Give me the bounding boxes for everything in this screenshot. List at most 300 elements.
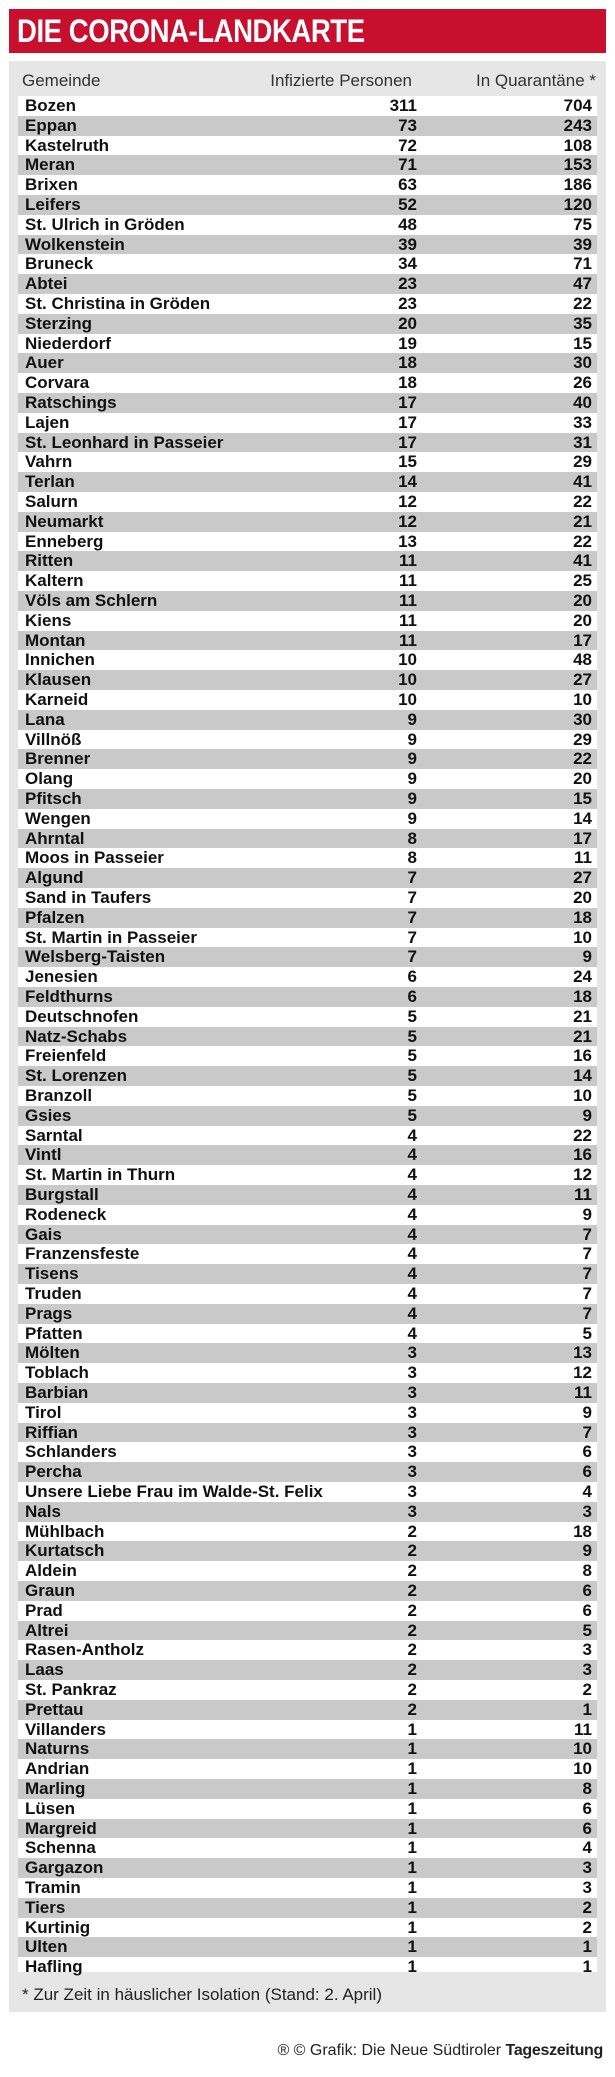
cell-gemeinde: St. Pankraz (25, 1680, 117, 1699)
cell-gemeinde: Lüsen (25, 1798, 76, 1818)
table-row (18, 532, 597, 552)
cell-infected: 3 (407, 1501, 417, 1521)
table-row (18, 1185, 597, 1205)
cell-quarantine: 186 (563, 175, 592, 195)
table-row (18, 452, 597, 472)
cell-infected: 4 (407, 1185, 417, 1204)
cell-quarantine: 22 (573, 531, 592, 551)
cell-gemeinde: Naturns (25, 1739, 90, 1759)
cell-quarantine: 4 (582, 1838, 592, 1858)
cell-quarantine: 2 (582, 1917, 592, 1937)
cell-quarantine: 21 (573, 1006, 592, 1026)
cell-gemeinde: Percha (25, 1462, 82, 1482)
cell-quarantine: 704 (563, 96, 592, 115)
cell-quarantine: 120 (563, 195, 592, 214)
cell-quarantine: 3 (582, 1501, 592, 1521)
table-row (18, 1205, 597, 1225)
cell-quarantine: 27 (573, 670, 592, 690)
table-row (18, 1700, 597, 1720)
table-row (18, 670, 597, 690)
cell-gemeinde: Niederdorf (25, 333, 111, 353)
cell-infected: 1 (407, 1739, 417, 1759)
cell-infected: 2 (407, 1680, 417, 1699)
cell-gemeinde: Abtei (25, 274, 68, 294)
cell-quarantine: 243 (563, 115, 592, 135)
cell-quarantine: 7 (582, 1244, 592, 1264)
table-row (18, 1680, 597, 1700)
cell-gemeinde: Toblach (25, 1363, 89, 1383)
cell-gemeinde: Ahrntal (25, 828, 85, 848)
table-row (18, 1482, 597, 1502)
cell-gemeinde: Pfalzen (25, 907, 85, 927)
cell-infected: 8 (407, 828, 417, 848)
table-row (18, 1145, 597, 1165)
cell-quarantine: 153 (563, 155, 592, 175)
cell-quarantine: 20 (573, 888, 592, 907)
cell-infected: 5 (407, 1026, 417, 1046)
table-row (18, 967, 597, 987)
table-row (18, 215, 597, 235)
cell-quarantine: 4 (582, 1482, 592, 1501)
cell-gemeinde: Ulten (25, 1937, 68, 1957)
cell-quarantine: 22 (573, 492, 592, 511)
cell-gemeinde: Vintl (25, 1145, 62, 1165)
cell-infected: 3 (407, 1442, 417, 1462)
table-row (18, 492, 597, 512)
cell-infected: 9 (407, 789, 417, 808)
cell-quarantine: 13 (573, 1343, 592, 1363)
cell-infected: 18 (398, 353, 417, 373)
cell-gemeinde: Kurtinig (25, 1917, 91, 1937)
cell-gemeinde: Mölten (25, 1343, 80, 1363)
table-row (18, 1759, 597, 1779)
cell-gemeinde: Graun (25, 1581, 76, 1600)
cell-gemeinde: Rodeneck (25, 1204, 107, 1224)
cell-quarantine: 1 (582, 1957, 592, 1977)
cell-infected: 2 (407, 1581, 417, 1600)
cell-gemeinde: Tisens (25, 1264, 79, 1284)
cell-gemeinde: Brenner (25, 749, 91, 769)
table-row (18, 1324, 597, 1344)
cell-gemeinde: Aldein (25, 1561, 77, 1581)
cell-gemeinde: Barbian (25, 1383, 89, 1402)
cell-infected: 11 (399, 610, 417, 630)
cell-quarantine: 31 (573, 432, 592, 452)
cell-gemeinde: St. Leonhard in Passeier (25, 432, 224, 452)
cell-infected: 2 (407, 1541, 417, 1561)
cell-infected: 2 (407, 1521, 417, 1541)
table-row (18, 1640, 597, 1660)
cell-quarantine: 71 (573, 254, 592, 274)
cell-quarantine: 8 (582, 1561, 592, 1581)
cell-infected: 9 (407, 729, 417, 749)
table-row (18, 1066, 597, 1086)
cell-quarantine: 5 (582, 1620, 592, 1640)
table-row (18, 1541, 597, 1561)
cell-gemeinde: St. Ulrich in Gröden (25, 214, 185, 234)
cell-infected: 5 (407, 1006, 417, 1026)
cell-infected: 1 (407, 1878, 417, 1897)
cell-quarantine: 14 (573, 808, 592, 828)
cell-quarantine: 15 (573, 333, 592, 353)
cell-infected: 34 (398, 254, 417, 274)
cell-quarantine: 22 (573, 749, 592, 769)
cell-gemeinde: Montan (25, 630, 86, 650)
table-row (18, 1225, 597, 1245)
table-header (14, 70, 602, 92)
cell-quarantine: 10 (573, 1086, 592, 1105)
cell-infected: 1 (407, 1759, 417, 1779)
table-row (18, 947, 597, 967)
cell-gemeinde: Tramin (25, 1878, 81, 1897)
cell-infected: 5 (407, 1105, 417, 1125)
table-row (18, 155, 597, 175)
header-infected: Infizierte Personen (270, 71, 412, 90)
cell-quarantine: 18 (573, 907, 592, 927)
cell-gemeinde: Jenesien (25, 967, 98, 987)
cell-infected: 4 (407, 1125, 417, 1145)
cell-gemeinde: Völs am Schlern (25, 591, 158, 610)
cell-quarantine: 6 (582, 1818, 592, 1838)
cell-infected: 1 (407, 1818, 417, 1838)
cell-gemeinde: Salurn (25, 492, 78, 511)
cell-gemeinde: Welsberg-Taisten (25, 947, 166, 967)
cell-infected: 7 (407, 888, 417, 907)
table-row (18, 1878, 597, 1898)
cell-infected: 3 (407, 1343, 417, 1363)
cell-quarantine: 108 (563, 135, 592, 155)
cell-gemeinde: Lana (25, 709, 65, 729)
cell-gemeinde: Tiers (25, 1897, 66, 1917)
cell-infected: 13 (398, 531, 417, 551)
table-row (18, 690, 597, 710)
table-row (18, 888, 597, 908)
cell-gemeinde: Hafling (25, 1957, 83, 1977)
credit-text: ® © Grafik: Die Neue Südtiroler (277, 2042, 506, 2059)
header-gemeinde: Gemeinde (22, 71, 101, 90)
cell-gemeinde: Innichen (25, 650, 95, 670)
table-row (18, 175, 597, 195)
cell-infected: 2 (407, 1640, 417, 1660)
cell-infected: 5 (407, 1046, 417, 1066)
table-row (18, 1502, 597, 1522)
cell-infected: 12 (398, 492, 417, 511)
cell-quarantine: 1 (582, 1937, 592, 1957)
cell-gemeinde: Bozen (25, 96, 76, 115)
cell-quarantine: 7 (582, 1303, 592, 1323)
cell-gemeinde: Pfatten (25, 1323, 83, 1343)
cell-gemeinde: Sterzing (25, 313, 93, 333)
cell-quarantine: 48 (573, 650, 592, 670)
table-row (18, 1264, 597, 1284)
cell-infected: 18 (398, 373, 417, 393)
cell-infected: 7 (407, 947, 417, 967)
cell-quarantine: 10 (573, 1759, 592, 1779)
cell-gemeinde: Branzoll (25, 1086, 93, 1105)
cell-gemeinde: Pfitsch (25, 789, 82, 808)
table-row (18, 591, 597, 611)
cell-infected: 6 (407, 967, 417, 987)
cell-infected: 9 (407, 709, 417, 729)
cell-quarantine: 9 (582, 1402, 592, 1422)
cell-gemeinde: Kaltern (25, 571, 84, 591)
table-row (18, 136, 597, 156)
cell-quarantine: 21 (573, 1026, 592, 1046)
cell-quarantine: 7 (582, 1224, 592, 1244)
cell-gemeinde: Ritten (25, 551, 74, 571)
header-quarantine: In Quarantäne * (475, 71, 596, 90)
cell-gemeinde: Sand in Taufers (25, 888, 152, 907)
cell-quarantine: 20 (573, 610, 592, 630)
cell-gemeinde: Karneid (25, 690, 89, 709)
table-row (18, 373, 597, 393)
cell-infected: 3 (407, 1402, 417, 1422)
cell-infected: 15 (398, 452, 417, 472)
table-row (18, 1126, 597, 1146)
cell-gemeinde: Prad (25, 1600, 63, 1620)
table-row (18, 650, 597, 670)
cell-gemeinde: Margreid (25, 1818, 97, 1838)
cell-infected: 1 (407, 1937, 417, 1957)
cell-infected: 48 (398, 214, 417, 234)
cell-infected: 52 (398, 195, 417, 214)
cell-infected: 72 (398, 135, 417, 155)
cell-infected: 9 (407, 749, 417, 769)
cell-infected: 2 (407, 1620, 417, 1640)
table-row (18, 928, 597, 948)
table-row (18, 908, 597, 928)
cell-infected: 23 (398, 274, 417, 294)
cell-gemeinde: Villnöß (25, 729, 82, 749)
table-row (18, 1027, 597, 1047)
table-row (18, 571, 597, 591)
cell-gemeinde: Gsies (25, 1105, 72, 1125)
cell-gemeinde: Villanders (25, 1719, 106, 1739)
table-row (18, 710, 597, 730)
cell-quarantine: 30 (573, 709, 592, 729)
cell-quarantine: 16 (573, 1046, 592, 1066)
table-row (18, 1918, 597, 1938)
cell-gemeinde: Lajen (25, 412, 70, 432)
table-row (18, 1007, 597, 1027)
cell-gemeinde: St. Martin in Passeier (25, 927, 197, 947)
cell-gemeinde: Sarntal (25, 1125, 83, 1145)
cell-gemeinde: Auer (25, 353, 64, 373)
cell-infected: 17 (398, 412, 417, 432)
cell-gemeinde: Klausen (25, 670, 92, 690)
cell-gemeinde: Kastelruth (25, 135, 110, 155)
table-row (18, 96, 597, 116)
table-row (18, 789, 597, 809)
cell-infected: 7 (407, 927, 417, 947)
cell-gemeinde: Altrei (25, 1620, 69, 1640)
cell-infected: 3 (407, 1462, 417, 1482)
cell-infected: 2 (407, 1561, 417, 1581)
cell-gemeinde: Truden (25, 1284, 82, 1303)
cell-infected: 73 (398, 115, 417, 135)
cell-infected: 4 (407, 1145, 417, 1165)
cell-quarantine: 7 (582, 1422, 592, 1442)
table-row (18, 730, 597, 750)
cell-infected: 71 (398, 155, 417, 175)
cell-infected: 11 (399, 591, 417, 610)
cell-infected: 1 (407, 1838, 417, 1858)
cell-infected: 17 (398, 432, 417, 452)
cell-gemeinde: Olang (25, 769, 74, 789)
cell-infected: 1 (407, 1917, 417, 1937)
table-row (18, 413, 597, 433)
cell-quarantine: 3 (582, 1878, 592, 1897)
cell-gemeinde: Schenna (25, 1838, 96, 1858)
table-row (18, 1383, 597, 1403)
cell-quarantine: 6 (582, 1462, 592, 1482)
cell-infected: 3 (407, 1383, 417, 1402)
cell-gemeinde: Neumarkt (25, 511, 104, 531)
table-row (18, 987, 597, 1007)
table-row (18, 1739, 597, 1759)
cell-quarantine: 17 (573, 828, 592, 848)
cell-infected: 1 (407, 1779, 417, 1798)
cell-gemeinde: Feldthurns (25, 987, 113, 1006)
cell-gemeinde: Meran (25, 155, 76, 175)
cell-quarantine: 10 (573, 1739, 592, 1759)
cell-quarantine: 9 (582, 947, 592, 967)
cell-infected: 4 (407, 1284, 417, 1303)
credit-line (277, 2040, 603, 2062)
footnote: * Zur Zeit in häuslicher Isolation (Stand: 2. April) (22, 1985, 382, 2004)
cell-quarantine: 18 (573, 1521, 592, 1541)
cell-quarantine: 29 (573, 729, 592, 749)
table-row (18, 314, 597, 334)
cell-gemeinde: Mühlbach (25, 1521, 105, 1541)
cell-quarantine: 24 (573, 967, 592, 987)
cell-quarantine: 35 (573, 313, 592, 333)
cell-infected: 20 (398, 313, 417, 333)
cell-quarantine: 11 (574, 1383, 592, 1402)
table-row (18, 1937, 597, 1957)
table-row (18, 393, 597, 413)
cell-infected: 63 (398, 175, 417, 195)
cell-infected: 9 (407, 808, 417, 828)
cell-quarantine: 3 (582, 1858, 592, 1878)
cell-infected: 4 (407, 1224, 417, 1244)
cell-infected: 3 (407, 1363, 417, 1383)
cell-infected: 1 (407, 1957, 417, 1977)
cell-infected: 9 (407, 769, 417, 789)
cell-gemeinde: Brixen (25, 175, 78, 195)
table-row (18, 1858, 597, 1878)
cell-quarantine: 14 (573, 1066, 592, 1086)
cell-gemeinde: Moos in Passeier (25, 848, 164, 868)
table-row (18, 631, 597, 651)
cell-quarantine: 30 (573, 353, 592, 373)
table-row (18, 254, 597, 274)
table-row (18, 274, 597, 294)
cell-quarantine: 3 (582, 1660, 592, 1680)
table-row (18, 1165, 597, 1185)
cell-quarantine: 22 (573, 1125, 592, 1145)
cell-quarantine: 29 (573, 452, 592, 472)
data-table (18, 96, 597, 1977)
table-row (18, 1086, 597, 1106)
table-row (18, 1838, 597, 1858)
table-row (18, 334, 597, 354)
table-row (18, 1581, 597, 1601)
table-row (18, 1343, 597, 1363)
cell-gemeinde: Algund (25, 868, 84, 888)
table-row (18, 1621, 597, 1641)
table-row (18, 1304, 597, 1324)
cell-infected: 19 (398, 333, 417, 353)
cell-infected: 23 (398, 294, 417, 313)
cell-gemeinde: Deutschnofen (25, 1006, 139, 1026)
table-row (18, 116, 597, 136)
cell-gemeinde: St. Christina in Gröden (25, 294, 211, 313)
table-row (18, 433, 597, 453)
table-row (18, 1046, 597, 1066)
cell-infected: 10 (398, 690, 417, 709)
table-row (18, 353, 597, 373)
cell-infected: 3 (407, 1482, 417, 1501)
table-row (18, 611, 597, 631)
table-row (18, 1779, 597, 1799)
cell-quarantine: 18 (573, 987, 592, 1006)
cell-infected: 39 (398, 234, 417, 254)
cell-gemeinde: Vahrn (25, 452, 73, 472)
cell-quarantine: 9 (582, 1105, 592, 1125)
table-row (18, 1957, 597, 1977)
cell-quarantine: 15 (573, 789, 592, 808)
cell-gemeinde: Corvara (25, 373, 90, 393)
table-row (18, 868, 597, 888)
cell-quarantine: 41 (573, 551, 592, 571)
cell-gemeinde: Marling (25, 1779, 86, 1798)
table-row (18, 1403, 597, 1423)
cell-gemeinde: St. Lorenzen (25, 1066, 128, 1086)
cell-infected: 4 (407, 1165, 417, 1185)
cell-gemeinde: Prags (25, 1303, 73, 1323)
cell-gemeinde: Burgstall (25, 1185, 99, 1204)
cell-gemeinde: Wengen (25, 808, 91, 828)
cell-gemeinde: Laas (25, 1660, 64, 1680)
table-row (18, 1601, 597, 1621)
cell-gemeinde: Enneberg (25, 531, 104, 551)
table-row (18, 1462, 597, 1482)
cell-gemeinde: Ratschings (25, 393, 117, 412)
cell-infected: 4 (407, 1244, 417, 1264)
table-row (18, 1284, 597, 1304)
cell-quarantine: 8 (582, 1779, 592, 1798)
cell-infected: 1 (407, 1858, 417, 1878)
page-title: DIE CORONA-LANDKARTE (17, 13, 365, 49)
cell-gemeinde: Eppan (25, 115, 77, 135)
cell-quarantine: 47 (573, 274, 592, 294)
table-row (18, 829, 597, 849)
table-row (18, 1363, 597, 1383)
cell-quarantine: 39 (573, 234, 592, 254)
table-row (18, 1423, 597, 1443)
cell-quarantine: 17 (573, 630, 592, 650)
cell-infected: 4 (407, 1303, 417, 1323)
cell-quarantine: 11 (574, 848, 592, 868)
cell-quarantine: 1 (582, 1699, 592, 1719)
cell-quarantine: 12 (573, 1165, 592, 1185)
cell-gemeinde: Franzensfeste (25, 1244, 140, 1264)
table-row (18, 1660, 597, 1680)
cell-infected: 1 (407, 1798, 417, 1818)
cell-quarantine: 20 (573, 769, 592, 789)
cell-infected: 17 (398, 393, 417, 412)
